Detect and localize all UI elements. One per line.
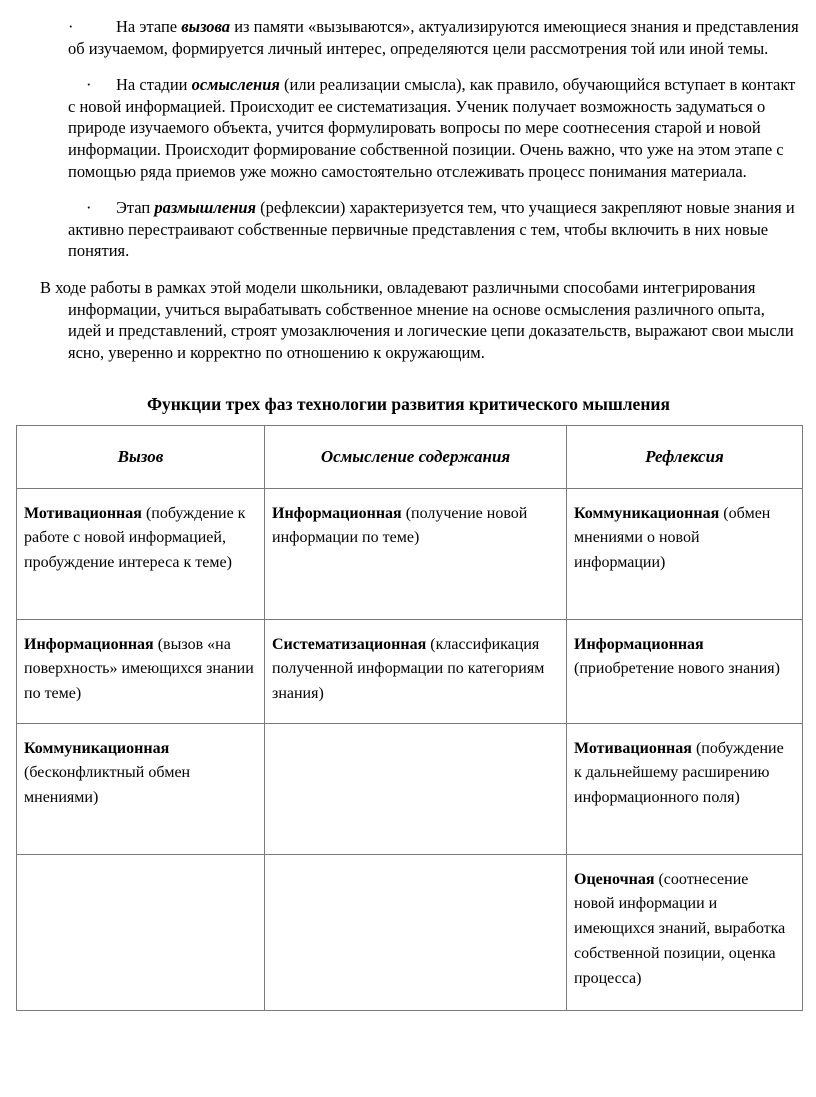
table-cell: [17, 619, 265, 723]
table-cell: [567, 488, 803, 619]
bullet-lead: На стадии: [116, 75, 192, 95]
cell-term: Коммуникационная: [574, 504, 720, 522]
closing-paragraph: В ходе работы в рамках этой модели школьники, овладевают различными способами интегрирования информации, учиться вырабатывать собственное мнение на основе осмысления различного опыта, идей и представлений, строят умозаключения и логические цепи доказательств, выражают свои мысли ясно, уверенно и корректно по отношению к окружающим.: [40, 278, 794, 362]
cell-text: (побуждение к дальнейшему расширению информационного поля): [574, 739, 784, 807]
cell-text: (соотнесение новой информации и имеющихся знаний, выработка собственной позиции, оценка процесса): [574, 870, 786, 988]
cell-text: (получение новой информации по теме): [272, 504, 528, 547]
cell-text: (классификация полученной информации по категориям знания): [272, 635, 545, 703]
table-cell: [17, 488, 265, 619]
bullet-term: вызова: [181, 17, 231, 36]
bullet-item-vyzov: [68, 16, 801, 59]
bullet-term: осмысления: [191, 75, 280, 95]
cell-term: Мотивационная: [574, 739, 692, 757]
cell-text: (обмен мнениями о новой информации): [574, 504, 771, 572]
bullet-lead: Этап: [116, 198, 155, 218]
bullet-body: (или реализации смысла), как правило, обучающийся вступает в контакт с новой информацией. Происходит ее систематизация. Ученик получает возможность задуматься о природе изучаемого объекта, учится формулировать вопросы по мере соотнесения старой и новой информации. Происходит формирование собственной позиции. Очень важно, что уже на этом этапе с помощью ряда приемов уже можно самостоятельно отслеживать процесс понимания материала.: [68, 75, 796, 181]
cell-text: (вызов «на поверхность» имеющихся знании по теме): [24, 635, 254, 703]
header-cell-vyzov: Вызов: [17, 425, 265, 488]
table-cell: [265, 488, 567, 619]
table-row: [17, 619, 803, 723]
cell-text: (побуждение к работе с новой информацией, пробуждение интереса к теме): [24, 504, 246, 572]
bullet-marker: ·: [68, 17, 74, 36]
bullet-body: из памяти «вызываются», актуализируются имеющиеся знания и представления об изучаемом, формируется личный интерес, определяются цели рассмотрения той или иной темы.: [68, 17, 799, 58]
cell-term: Информационная: [574, 635, 704, 653]
table-title: Функции трех фаз технологии развития критического мышления: [147, 393, 670, 414]
header-cell-refleksiya: Рефлексия: [567, 425, 803, 488]
cell-term: Мотивационная: [24, 504, 142, 522]
cell-term: Оценочная: [574, 870, 655, 888]
table-header-row: [17, 425, 803, 488]
table-cell: [567, 854, 803, 1010]
cell-text: (приобретение нового знания): [574, 660, 780, 678]
table-cell: [567, 723, 803, 854]
table-row: [17, 854, 803, 1010]
table-cell-empty: [265, 723, 567, 854]
bullet-marker: ·: [86, 75, 92, 95]
functions-table: [16, 425, 803, 1011]
header-cell-osmyslenie: Осмысление содержания: [265, 425, 567, 488]
table-row: [17, 723, 803, 854]
cell-text: (бесконфликтный обмен мнениями): [24, 764, 191, 807]
table-cell: [265, 619, 567, 723]
table-cell-empty: [17, 854, 265, 1010]
bullet-lead: На этапе: [116, 17, 182, 36]
cell-term: Информационная: [24, 635, 154, 653]
table-cell: [17, 723, 265, 854]
bullet-term: размышления: [154, 198, 257, 218]
bullet-item-osmyslenie: [68, 74, 801, 182]
cell-term: Систематизационная: [272, 635, 427, 653]
bullet-body: (рефлексии) характеризуется тем, что учащиеся закрепляют новые знания и активно перестраивают собственные первичные представления с тем, чтобы включить в них новые понятия.: [68, 198, 795, 261]
cell-term: Коммуникационная: [24, 739, 170, 757]
cell-term: Информационная: [272, 504, 402, 522]
table-cell: [567, 619, 803, 723]
table-cell-empty: [265, 854, 567, 1010]
bullet-item-razmyshlenie: [68, 197, 801, 262]
bullet-marker: ·: [86, 198, 92, 218]
table-row: [17, 488, 803, 619]
